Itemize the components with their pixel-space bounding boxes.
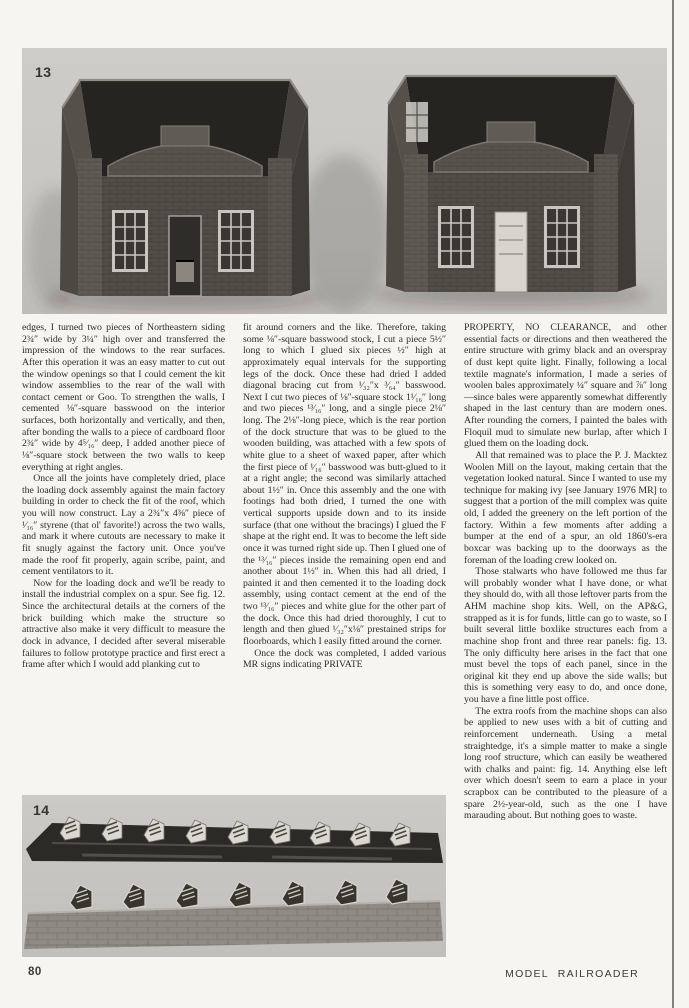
paragraph: All that remained was to place the P. J. Macktez Woolen Mill on the layout, making certain that the vegetation looked natural. Since I wanted to use my technique for making ivy [see January 1976 MR] to suggest that a portion of the mill complex was quite old, I added the greenery on the left portion of the factory. Within a few moments after adding a bumper at the end of a spur, an old 1860's-era boxcar was backing up to the doorways as the foreman of the loading crew looked on. [464, 449, 667, 566]
paragraph: Once all the joints have completely dried, place the loading dock assembly against the main factory building in order to check the fit of the roof, which you will now construct. Lay a 2¾″x 4⅜″ piece of ¹⁄₁₆″ styrene (that ol' favorite!) across the two walls, and mark it where cutouts are necessary to make it fit snugly against the factory unit. Once you've made the roof fit properly, again scribe, paint, and cement ventilators to it. [22, 473, 225, 578]
paragraph: PROPERTY, NO CLEARANCE, and other essential facts or directions and then weathered the entire structure with grimy black and an overspray of dust kept quite light. Finally, following a local textile magnate's information, I made a series of woolen bales approximately ¼″ square and ⅞″ long—since bales were apparently somewhat differently shaped in the last century than are modern ones. After rounding the corners, I painted the bales with Floquil mud to simulate new burlap, after which I glued them on the loading dock. [464, 322, 667, 450]
brick-building-left [47, 80, 323, 308]
paragraph: fit around corners and the like. Therefore, taking some ⅛″-square basswood stock, I cut a piece 5½″ long to which I glued six pieces ½″ high at approximately equal intervals for the supporting legs of the dock. Once these had dried I added diagonal bracing cut from ¹⁄₃₂″x ³⁄₆₄″ basswood. Next I cut two pieces of ⅛″-square stock 1¹⁄₁₆″ long and two pieces ¹³⁄₁₆″ long, and a single piece 2⅛″ long. The 2⅛″-long piece, which is the rear portion of the dock structure that was to be glued to the wooden building, was attached with a few spots of white glue to a sheet of waxed paper, after which the first piece of ¹⁄₁₆″ basswood was butt-glued to it at a right angle; the second was similarly attached about 1½″ in. Once this assembly and the one with footings had both dried, I turned the one with vertical supports upside down and to its inside surface (that one without the bracings) I glued the F shape at the right end. It was to become the left side once it was turned right side up. Then I glued one of the ¹³⁄₁₆″ pieces inside the remaining open end and another about 1½″ in. When this had all dried, I painted it and then cemented it to the loading dock assembly, using contact cement at the end of the two ¹³⁄₁₆″ pieces and white glue for the other part of the dock. Once this had dried thoroughly, I cut to length and then glued ¹⁄₃₂″x⅛″ prestained strips for floorboards, which I easily fitted around the corner. [243, 322, 446, 647]
footer-magazine-title: MODEL RAILROADER [505, 968, 639, 980]
brick-building-right [373, 76, 649, 304]
text-column-2 [243, 322, 446, 781]
paragraph: edges, I turned two pieces of Northeastern siding 2¾″ wide by 3¼″ high over and transferred the impression of the windows to the rear surfaces. After this operation it was an easy matter to cut out the window openings so that I could cement the kit window assemblies to the rear of the wall with contact cement or Goo. To strengthen the walls, I cemented ⅛″-square basswood on the interior surfaces, both horizontally and vertically, and then, after bonding the walls to a piece of cardboard floor 2¾″ wide by 4⁵⁄₁₆″ deep, I added another piece of ⅛″-square stock between the two walls to keep everything at right angles. [22, 322, 225, 473]
brick-buildings-illustration [22, 48, 667, 314]
figure-13-photo [22, 48, 667, 314]
figure-14-label: 14 [33, 802, 50, 818]
footer-page-number: 80 [28, 966, 42, 978]
roof-strips-illustration [22, 795, 446, 957]
paragraph: Once the dock was completed, I added various MR signs indicating PRIVATE [243, 647, 446, 671]
paragraph: Those stalwarts who have followed me thus far will probably wonder what I have done, or what they should do, with all those leftover parts from the AHM machine shop kits. Well, on the AP&G, strapped as it is for funds, little can go to waste, so I built several little boxlike structures each from a machine shop front and three rear panels: fig. 13. The only difficulty here arises in the fact that one must bevel the tops of each panel, since in the original kit they end up above the side walls; but this is something very easy to do, and once done, you have a fine little post office. [464, 566, 667, 705]
figure-14-photo [22, 795, 446, 957]
page-scan-edge-line [672, 0, 674, 1008]
paragraph: The extra roofs from the machine shops can also be applied to new uses with a bit of cutting and reinforcement underneath. Using a metal straightedge, it's a simple matter to make a single long roof structure, which can easily be weathered with chalks and paint: fig. 14. Anything else left over which doesn't seem to earn a place in your scrapbox can be contributed to the pleasure of a spare 2½-year-old, such as the one I have marauding about. But nothing goes to waste. [464, 705, 667, 822]
figure-13-label: 13 [35, 64, 52, 80]
text-column-1 [22, 322, 225, 781]
text-column-3 [464, 322, 667, 965]
paragraph: Now for the loading dock and we'll be ready to install the industrial complex on a spur. See fig. 12. Since the architectural details at the corners of the brick building which make the structure so attractive also make it very difficult to measure the dock in advance, I decided after several miserable failures to follow prototype practice and first erect a frame after which I would add planking cut to [22, 577, 225, 671]
